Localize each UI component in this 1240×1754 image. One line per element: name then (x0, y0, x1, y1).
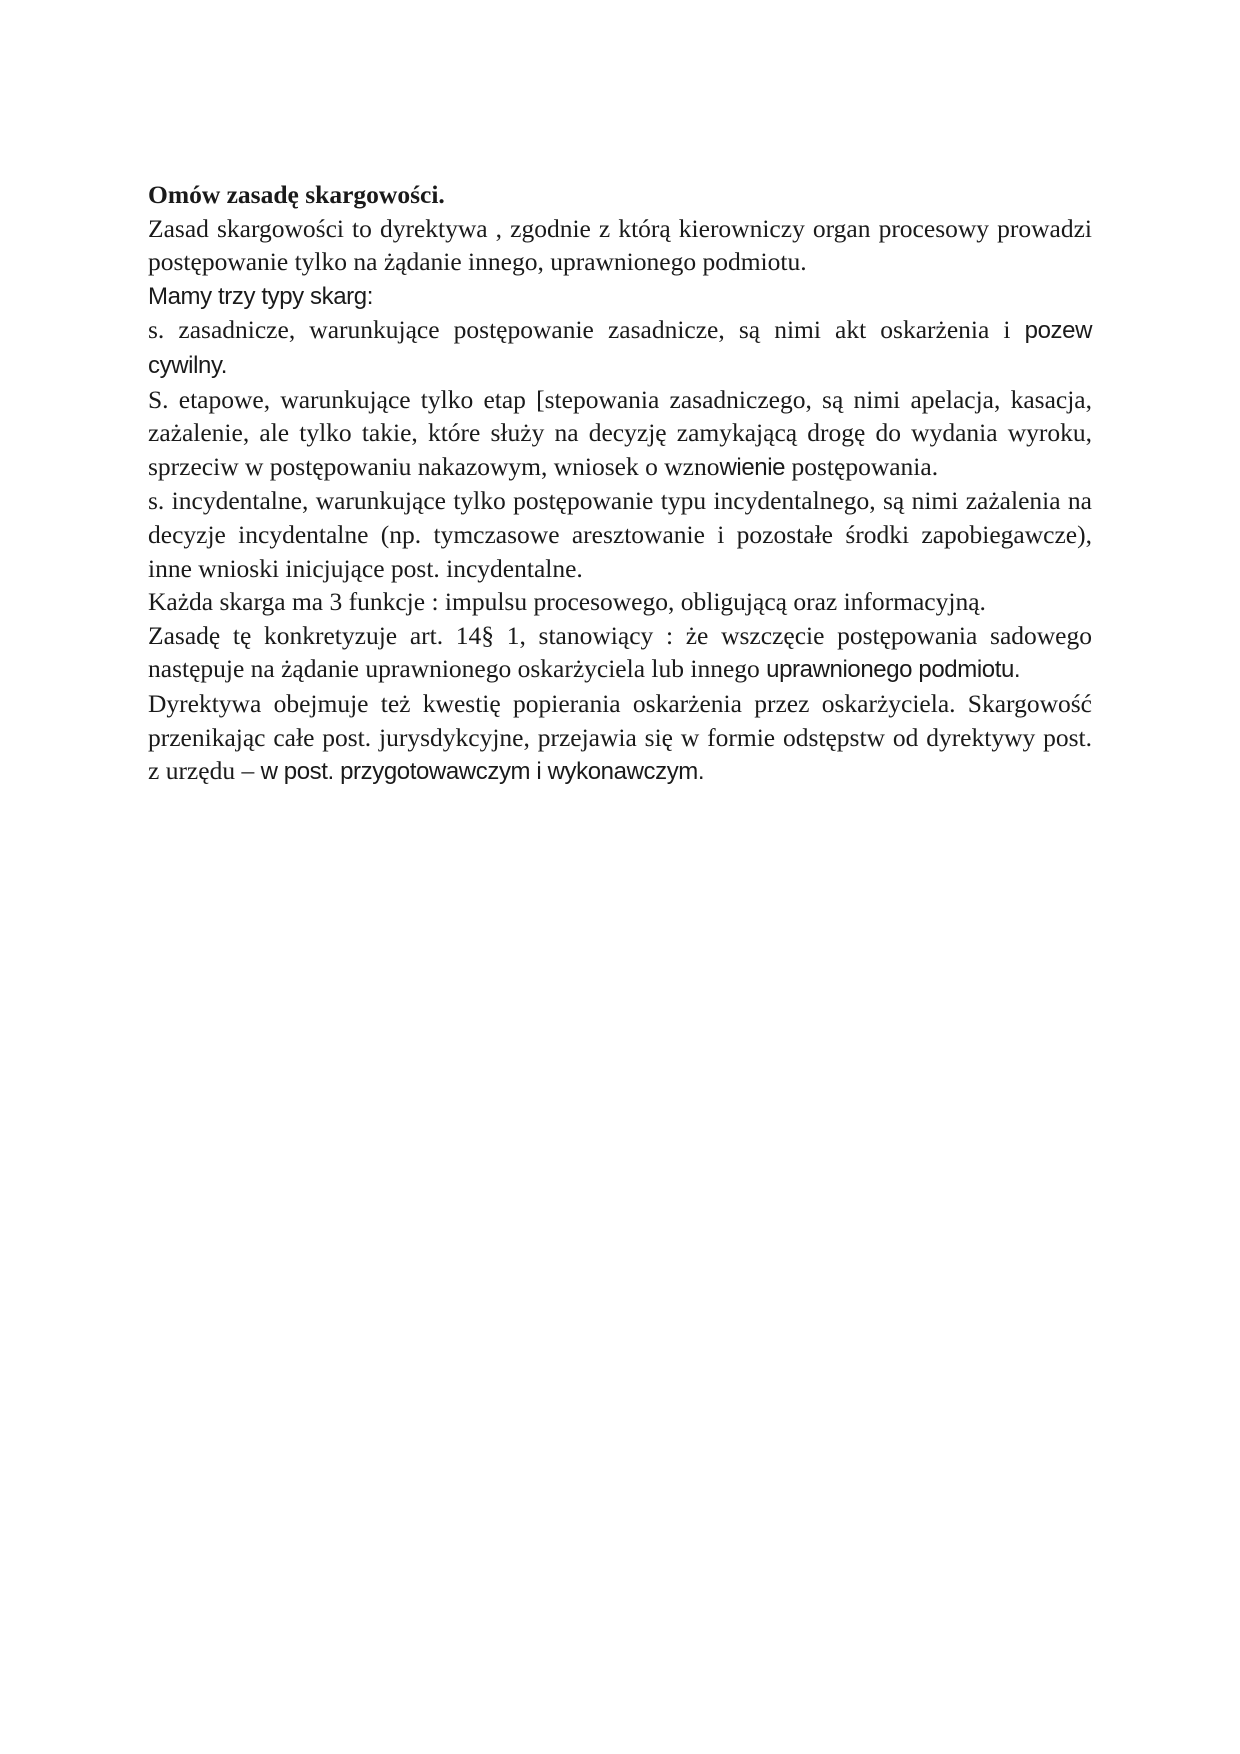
type2-paragraph (148, 383, 1092, 485)
article-paragraph (148, 619, 1092, 687)
type1-text: s. zasadnicze, warunkujące postępowanie zasadnicze, są nimi akt oskarżenia i (148, 315, 1011, 345)
type2-bold-text: wienie (719, 453, 786, 481)
functions-paragraph (148, 585, 1092, 619)
article-text: Zasadę tę konkretyzuje art. 14§ 1, stanowiący : że wszczęcie postępowania sadowego następuje na żądanie uprawnionego oskarżyciela lub innego (148, 620, 1092, 684)
document-title: Omów zasadę skargowości. (148, 180, 445, 209)
document-body (148, 178, 1092, 789)
type1-end-text: pozew cywilny. (148, 317, 1093, 379)
types-heading-text: Mamy trzy typy skarg: (148, 282, 373, 310)
article-end-text: uprawnionego podmiotu. (766, 656, 1021, 684)
type2-text: S. etapowe, warunkujące tylko etap [stepowania zasadniczego, są nimi apelacja, kasacja, zażalenie, ale tylko takie, które służy na decyzję zamykającą drogę do wydania wyroku, sprzeciw w postępowaniu nakazowym, wniosek o wzno (148, 384, 1092, 481)
type3-text: s. incydentalne, warunkujące tylko postępowanie typu incydentalnego, są nimi zażalenia na decyzje incydentalne (np. tymczasowe aresztowanie i pozostałe środki zapobiegawcze), inne wnioski inicjujące post. incydentalne. (148, 486, 1092, 583)
directive-text: Dyrektywa obejmuje też kwestię popierania oskarżenia przez oskarżyciela. Skargowość przenikając całe post. jurysdykcyjne, przejawia się w formie odstępstw od dyrektywy post. z urzędu – (148, 688, 1092, 786)
type3-paragraph (148, 484, 1092, 585)
directive-end-text: w post. przygotowawczym i wykonawczym. (260, 758, 705, 786)
functions-text: Każda skarga ma 3 funkcje : impulsu procesowego, obligującą oraz informacyjną. (148, 587, 986, 617)
intro-text: Zasad skargowości to dyrektywa , zgodnie z którą kierowniczy organ procesowy prowadzi postępowanie tylko na żądanie innego, uprawnionego podmiotu. (148, 213, 1092, 277)
type2-end-text: postępowania. (791, 451, 939, 481)
type1-paragraph (148, 313, 1092, 382)
directive-paragraph (148, 687, 1092, 789)
types-heading (148, 279, 1092, 314)
intro-paragraph (148, 212, 1092, 279)
